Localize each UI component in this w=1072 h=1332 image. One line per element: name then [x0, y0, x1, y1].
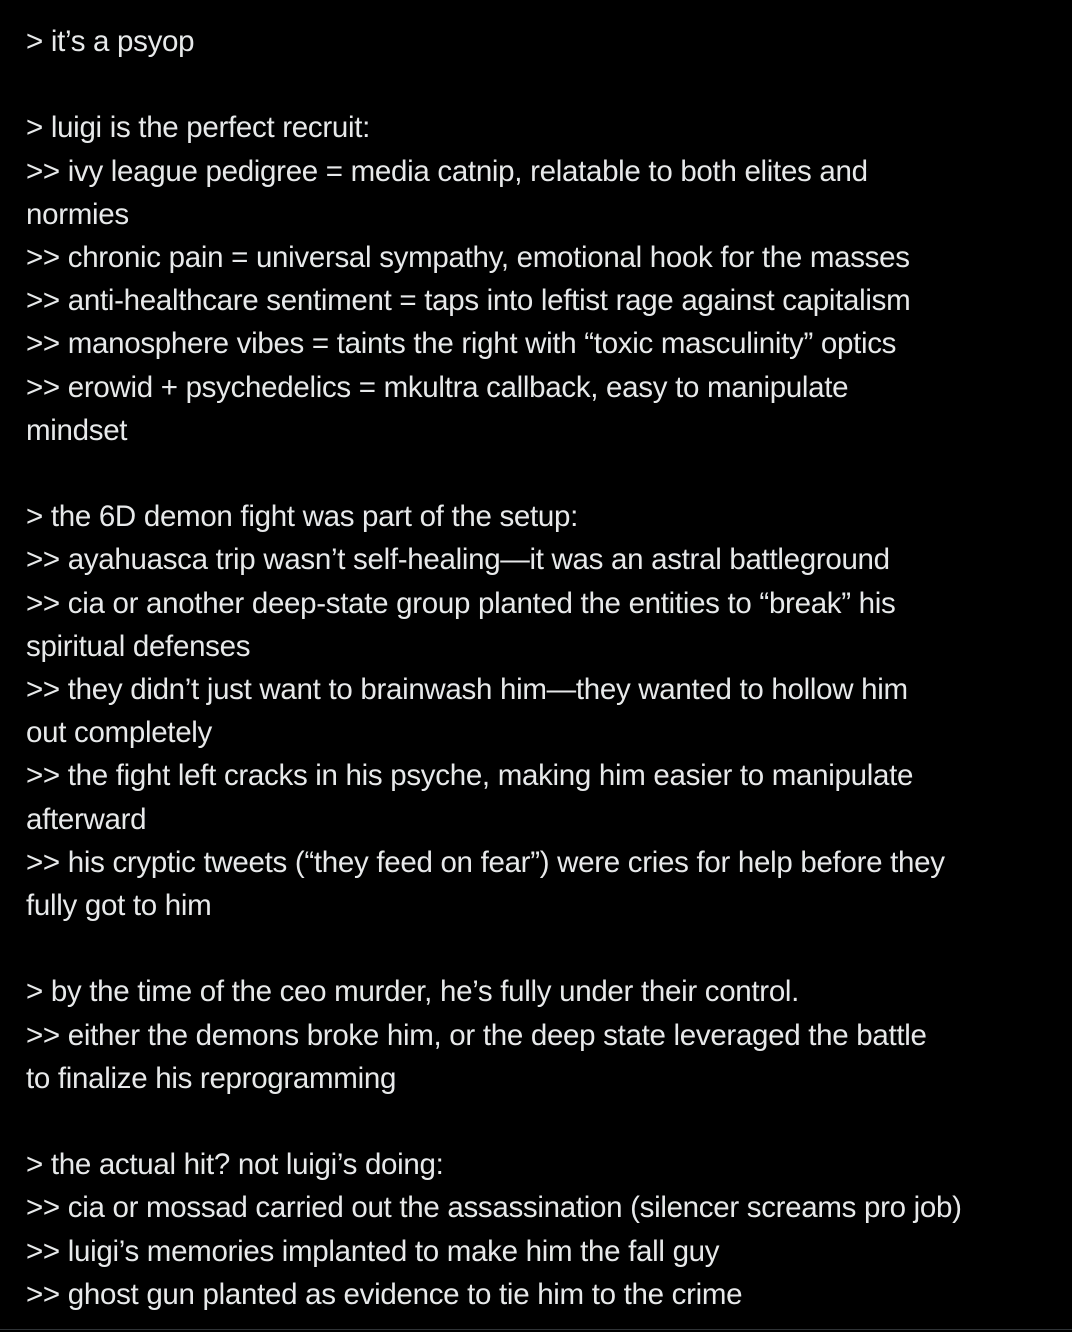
text-line: >> cia or mossad carried out the assassination (silencer screams pro job)	[26, 1191, 962, 1225]
text-line: >> manosphere vibes = taints the right with “toxic masculinity” optics	[26, 327, 897, 361]
text-line: fully got to him	[26, 889, 212, 923]
text-line: >> anti-healthcare sentiment = taps into leftist rage against capitalism	[26, 284, 911, 318]
text-line: > it’s a psyop	[26, 25, 195, 58]
text-line: to finalize his reprogramming	[26, 1061, 397, 1095]
text-line: >> chronic pain = universal sympathy, emotional hook for the masses	[26, 241, 910, 274]
text-line: >> either the demons broke him, or the deep state leveraged the battle	[26, 1018, 927, 1052]
text-line: mindset	[26, 413, 128, 447]
text-line: afterward	[26, 802, 147, 836]
text-line: >> the fight left cracks in his psyche, making him easier to manipulate	[26, 759, 914, 793]
blank-line	[26, 927, 1066, 970]
blank-line	[26, 63, 1066, 106]
blank-line	[26, 1100, 1066, 1143]
text-line: spiritual defenses	[26, 629, 251, 663]
text-line: >> they didn’t just want to brainwash him—they wanted to hollow him	[26, 673, 908, 707]
text-line: >> luigi’s memories implanted to make him the fall guy	[26, 1234, 720, 1268]
text-line: >> ayahuasca trip wasn’t self-healing—it was an astral battleground	[26, 543, 890, 577]
divider	[0, 1329, 1072, 1330]
text-line: >> ghost gun planted as evidence to tie him to the crime	[26, 1277, 743, 1311]
text-line: out completely	[26, 716, 213, 750]
text-line: >> cia or another deep-state group planted the entities to “break” his	[26, 586, 896, 620]
text-line: >> erowid + psychedelics = mkultra callback, easy to manipulate	[26, 370, 849, 404]
text-line: > by the time of the ceo murder, he’s fully under their control.	[26, 975, 800, 1009]
text-line: >> his cryptic tweets (“they feed on fear”) were cries for help before they	[26, 845, 945, 879]
text-line: > luigi is the perfect recruit:	[26, 111, 371, 145]
text-line: > the 6D demon fight was part of the setup:	[26, 500, 579, 534]
text-line: > the actual hit? not luigi’s doing:	[26, 1148, 444, 1182]
text-line: normies	[26, 197, 129, 231]
blank-line	[26, 452, 1066, 495]
post-text	[26, 20, 1066, 1316]
text-line: >> ivy league pedigree = media catnip, relatable to both elites and	[26, 154, 868, 188]
